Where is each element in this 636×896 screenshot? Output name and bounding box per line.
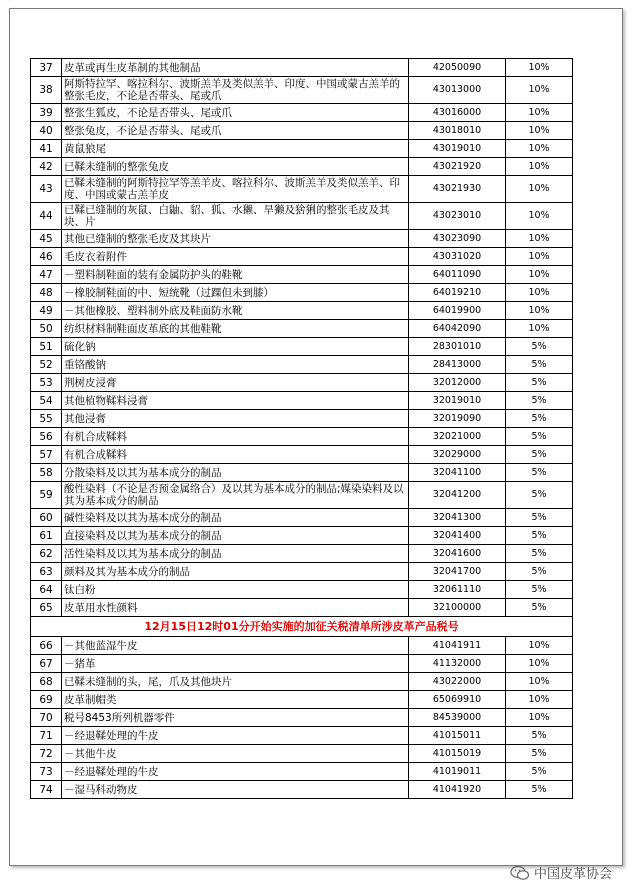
table-row <box>31 781 573 799</box>
row-number: 50 <box>31 320 62 338</box>
table-row <box>31 673 573 691</box>
table-row <box>31 230 573 248</box>
tariff-rate: 5% <box>506 527 573 545</box>
table-row <box>31 599 573 617</box>
product-name: 已鞣已缝制的灰鼠、白鼬、貂、狐、水獭、旱獭及猞猁的整张毛皮及其块、片 <box>62 203 409 230</box>
tariff-rate: 5% <box>506 374 573 392</box>
hs-code: 43021920 <box>409 158 506 176</box>
product-name: －猪革 <box>62 655 409 673</box>
tariff-rate: 5% <box>506 464 573 482</box>
product-name: 税号8453所列机器零件 <box>62 709 409 727</box>
table-row <box>31 176 573 203</box>
row-number: 67 <box>31 655 62 673</box>
tariff-rate: 10% <box>506 691 573 709</box>
hs-code: 43018010 <box>409 122 506 140</box>
hs-code: 64011090 <box>409 266 506 284</box>
table-row <box>31 763 573 781</box>
table-row <box>31 563 573 581</box>
row-number: 45 <box>31 230 62 248</box>
row-number: 55 <box>31 410 62 428</box>
tariff-rate: 5% <box>506 338 573 356</box>
product-name: 有机合成鞣料 <box>62 428 409 446</box>
row-number: 65 <box>31 599 62 617</box>
hs-code: 32012000 <box>409 374 506 392</box>
hs-code: 42050090 <box>409 59 506 77</box>
hs-code: 65069910 <box>409 691 506 709</box>
tariff-rate: 10% <box>506 673 573 691</box>
row-number: 64 <box>31 581 62 599</box>
product-name: 毛皮衣着附件 <box>62 248 409 266</box>
tariff-rate: 10% <box>506 284 573 302</box>
product-name: 已鞣未缝制的阿斯特拉罕等羔羊皮、喀拉科尔、波斯羔羊及类似羔羊、印度、中国或蒙古羔羊皮 <box>62 176 409 203</box>
tariff-rate: 10% <box>506 140 573 158</box>
table-row <box>31 392 573 410</box>
tariff-rate: 5% <box>506 392 573 410</box>
hs-code: 32041200 <box>409 482 506 509</box>
row-number: 62 <box>31 545 62 563</box>
product-name: －经退鞣处理的牛皮 <box>62 727 409 745</box>
tariff-rate: 5% <box>506 410 573 428</box>
tariff-rate: 5% <box>506 599 573 617</box>
row-number: 43 <box>31 176 62 203</box>
tariff-rate: 10% <box>506 709 573 727</box>
tariff-table <box>30 58 573 799</box>
hs-code: 28301010 <box>409 338 506 356</box>
product-name: 直接染料及以其为基本成分的制品 <box>62 527 409 545</box>
table-row <box>31 140 573 158</box>
product-name: 重铬酸钠 <box>62 356 409 374</box>
row-number: 42 <box>31 158 62 176</box>
table-row <box>31 77 573 104</box>
tariff-rows-part-1 <box>31 59 573 617</box>
product-name: －塑料制鞋面的装有金属防护头的鞋靴 <box>62 266 409 284</box>
tariff-rate: 5% <box>506 563 573 581</box>
tariff-rate: 10% <box>506 637 573 655</box>
tariff-rate: 10% <box>506 266 573 284</box>
hs-code: 41041911 <box>409 637 506 655</box>
product-name: 分散染料及以其为基本成分的制品 <box>62 464 409 482</box>
product-name: 碱性染料及以其为基本成分的制品 <box>62 509 409 527</box>
tariff-rate: 5% <box>506 482 573 509</box>
tariff-rate: 10% <box>506 158 573 176</box>
table-row <box>31 545 573 563</box>
product-name: －经退鞣处理的牛皮 <box>62 763 409 781</box>
product-name: 硫化钠 <box>62 338 409 356</box>
product-name: 有机合成鞣料 <box>62 446 409 464</box>
table-row <box>31 338 573 356</box>
row-number: 70 <box>31 709 62 727</box>
tariff-rate: 5% <box>506 509 573 527</box>
product-name: 黄鼠狼尾 <box>62 140 409 158</box>
hs-code: 43021930 <box>409 176 506 203</box>
row-number: 52 <box>31 356 62 374</box>
tariff-rate: 10% <box>506 104 573 122</box>
row-number: 41 <box>31 140 62 158</box>
row-number: 56 <box>31 428 62 446</box>
row-number: 54 <box>31 392 62 410</box>
table-row <box>31 509 573 527</box>
table-row <box>31 482 573 509</box>
hs-code: 41019011 <box>409 763 506 781</box>
table-row <box>31 428 573 446</box>
row-number: 72 <box>31 745 62 763</box>
hs-code: 43016000 <box>409 104 506 122</box>
row-number: 39 <box>31 104 62 122</box>
product-name: 整张兔皮，不论是否带头、尾或爪 <box>62 122 409 140</box>
table-row <box>31 374 573 392</box>
row-number: 40 <box>31 122 62 140</box>
section-note: 12月15日12时01分开始实施的加征关税清单所涉皮革产品税号 <box>31 617 573 637</box>
table-row <box>31 637 573 655</box>
hs-code: 32029000 <box>409 446 506 464</box>
product-name: 其他浸膏 <box>62 410 409 428</box>
table-row <box>31 527 573 545</box>
hs-code: 43023090 <box>409 230 506 248</box>
table-row <box>31 104 573 122</box>
tariff-rate: 10% <box>506 122 573 140</box>
product-name: 皮革或再生皮革制的其他制品 <box>62 59 409 77</box>
tariff-rate: 5% <box>506 356 573 374</box>
hs-code: 32041100 <box>409 464 506 482</box>
product-name: 皮革用水性颜料 <box>62 599 409 617</box>
table-row <box>31 581 573 599</box>
row-number: 66 <box>31 637 62 655</box>
hs-code: 32019090 <box>409 410 506 428</box>
watermark-text: 中国皮革协会 <box>533 867 612 882</box>
hs-code: 32041700 <box>409 563 506 581</box>
table-row <box>31 158 573 176</box>
hs-code: 32041400 <box>409 527 506 545</box>
table-row <box>31 709 573 727</box>
product-name: －其他蓝湿牛皮 <box>62 637 409 655</box>
table-row <box>31 410 573 428</box>
tariff-rate: 5% <box>506 581 573 599</box>
row-number: 74 <box>31 781 62 799</box>
hs-code: 41015011 <box>409 727 506 745</box>
hs-code: 43019010 <box>409 140 506 158</box>
tariff-rate: 10% <box>506 248 573 266</box>
table-row <box>31 356 573 374</box>
row-number: 63 <box>31 563 62 581</box>
product-name: －橡胶制鞋面的中、短统靴（过踝但未到膝） <box>62 284 409 302</box>
tariff-rate: 5% <box>506 763 573 781</box>
section-divider <box>31 617 573 637</box>
row-number: 37 <box>31 59 62 77</box>
product-name: 纺织材料制鞋面皮革底的其他鞋靴 <box>62 320 409 338</box>
tariff-rate: 10% <box>506 230 573 248</box>
hs-code: 32100000 <box>409 599 506 617</box>
hs-code: 64019900 <box>409 302 506 320</box>
tariff-rate: 5% <box>506 428 573 446</box>
row-number: 47 <box>31 266 62 284</box>
product-name: 已鞣未缝制的头，尾，爪及其他块片 <box>62 673 409 691</box>
table-row <box>31 446 573 464</box>
hs-code: 32021000 <box>409 428 506 446</box>
table-row <box>31 691 573 709</box>
row-number: 73 <box>31 763 62 781</box>
tariff-rate: 10% <box>506 320 573 338</box>
hs-code: 32041300 <box>409 509 506 527</box>
tariff-rate: 5% <box>506 545 573 563</box>
row-number: 53 <box>31 374 62 392</box>
tariff-rate: 5% <box>506 781 573 799</box>
row-number: 71 <box>31 727 62 745</box>
hs-code: 28413000 <box>409 356 506 374</box>
wechat-icon <box>510 865 530 881</box>
hs-code: 43031020 <box>409 248 506 266</box>
tariff-rate: 10% <box>506 77 573 104</box>
row-number: 60 <box>31 509 62 527</box>
hs-code: 64042090 <box>409 320 506 338</box>
row-number: 44 <box>31 203 62 230</box>
product-name: 活性染料及以其为基本成分的制品 <box>62 545 409 563</box>
tariff-rate: 5% <box>506 727 573 745</box>
product-name: 整张生狐皮，不论是否带头、尾或爪 <box>62 104 409 122</box>
table-row <box>31 248 573 266</box>
hs-code: 32041600 <box>409 545 506 563</box>
tariff-rate: 10% <box>506 302 573 320</box>
row-number: 68 <box>31 673 62 691</box>
hs-code: 84539000 <box>409 709 506 727</box>
hs-code: 43023010 <box>409 203 506 230</box>
row-number: 57 <box>31 446 62 464</box>
product-name: 颜料及其为基本成分的制品 <box>62 563 409 581</box>
hs-code: 41015019 <box>409 745 506 763</box>
row-number: 69 <box>31 691 62 709</box>
table-row <box>31 320 573 338</box>
product-name: 钛白粉 <box>62 581 409 599</box>
table-row <box>31 655 573 673</box>
row-number: 61 <box>31 527 62 545</box>
tariff-rate: 5% <box>506 446 573 464</box>
row-number: 58 <box>31 464 62 482</box>
product-name: －湿马科动物皮 <box>62 781 409 799</box>
tariff-rate: 5% <box>506 745 573 763</box>
product-name: 已鞣未缝制的整张兔皮 <box>62 158 409 176</box>
hs-code: 32019010 <box>409 392 506 410</box>
table-row <box>31 745 573 763</box>
table-row <box>31 464 573 482</box>
hs-code: 64019210 <box>409 284 506 302</box>
table-row <box>31 727 573 745</box>
hs-code: 43013000 <box>409 77 506 104</box>
table-row <box>31 203 573 230</box>
tariff-rate: 10% <box>506 203 573 230</box>
product-name: 皮革制帽类 <box>62 691 409 709</box>
product-name: 其他植物鞣料浸膏 <box>62 392 409 410</box>
row-number: 49 <box>31 302 62 320</box>
product-name: 荆树皮浸膏 <box>62 374 409 392</box>
section-note-row <box>31 617 573 637</box>
tariff-rows-part-2 <box>31 637 573 799</box>
row-number: 59 <box>31 482 62 509</box>
product-name: 其他已缝制的整张毛皮及其块片 <box>62 230 409 248</box>
table-row <box>31 59 573 77</box>
row-number: 51 <box>31 338 62 356</box>
watermark <box>510 863 612 882</box>
tariff-rate: 10% <box>506 59 573 77</box>
table-row <box>31 284 573 302</box>
table-row <box>31 266 573 284</box>
tariff-rate: 10% <box>506 176 573 203</box>
hs-code: 41132000 <box>409 655 506 673</box>
row-number: 38 <box>31 77 62 104</box>
hs-code: 41041920 <box>409 781 506 799</box>
table-row <box>31 302 573 320</box>
product-name: －其他橡胶、塑料制外底及鞋面防水靴 <box>62 302 409 320</box>
hs-code: 32061110 <box>409 581 506 599</box>
tariff-rate: 10% <box>506 655 573 673</box>
product-name: 酸性染料（不论是否预金属络合）及以其为基本成分的制品;媒染染料及以其为基本成分的制品 <box>62 482 409 509</box>
hs-code: 43022000 <box>409 673 506 691</box>
table-row <box>31 122 573 140</box>
product-name: 阿斯特拉罕、喀拉科尔、波斯羔羊及类似羔羊、印度、中国或蒙古羔羊的整张毛皮，不论是否带头、尾或爪 <box>62 77 409 104</box>
row-number: 48 <box>31 284 62 302</box>
row-number: 46 <box>31 248 62 266</box>
product-name: －其他牛皮 <box>62 745 409 763</box>
